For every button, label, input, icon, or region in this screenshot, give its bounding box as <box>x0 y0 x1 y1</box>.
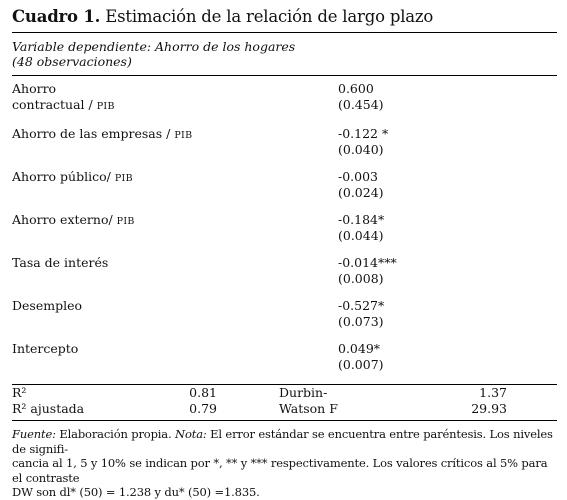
coefficient-cell <box>332 341 557 384</box>
coefficient: -0.184* <box>338 212 385 227</box>
subtitle-rule <box>12 75 557 76</box>
coefficient-cell <box>332 81 557 126</box>
pib-suffix: PIB <box>96 100 115 112</box>
variable-name: Tasa de interés <box>12 255 109 270</box>
coefficient-cell <box>332 169 557 212</box>
coefficient-cell <box>332 255 557 298</box>
standard-error: (0.040) <box>338 141 384 157</box>
standard-error: (0.073) <box>338 313 384 329</box>
standard-error: (0.454) <box>338 96 384 112</box>
dw-value-2: 29.93 <box>471 401 507 416</box>
standard-error: (0.008) <box>338 270 384 286</box>
variable-name-text: Ahorro externo/ <box>12 212 113 227</box>
coefficient: -0.003 <box>338 169 379 184</box>
coefficients-table <box>12 81 557 384</box>
variable-name: Desempleo <box>12 298 83 313</box>
table-container <box>12 6 557 500</box>
table-note <box>12 421 557 500</box>
variable-label <box>12 169 332 212</box>
variable-name-text: Ahorro de las empresas / <box>12 126 171 141</box>
coefficient: -0.014*** <box>338 255 397 270</box>
variable-label <box>12 81 332 126</box>
coefficient: -0.122 * <box>338 126 389 141</box>
variable-name-text: Ahorro público/ <box>12 169 111 184</box>
variable-name <box>12 169 332 187</box>
r2-label: R² <box>12 385 27 400</box>
variable-name-line-2 <box>12 97 332 115</box>
variable-name: Intercepto <box>12 341 79 356</box>
table-number: Cuadro 1. <box>12 7 101 26</box>
note-line-1 <box>12 427 557 456</box>
standard-error: (0.044) <box>338 227 384 243</box>
standard-error: (0.007) <box>338 356 384 372</box>
variable-label <box>12 212 332 255</box>
table-row <box>12 126 557 169</box>
r2-value: 0.81 <box>189 385 217 400</box>
dw-value-1: 1.37 <box>479 385 507 400</box>
variable-label <box>12 341 332 384</box>
table-row <box>12 298 557 341</box>
table-title <box>12 6 557 28</box>
note-line-3: DW son dl* (50) = 1.238 y du* (50) =1.835. <box>12 485 260 499</box>
variable-label <box>12 255 332 298</box>
observations: (48 observaciones) <box>12 54 132 69</box>
variable-label <box>12 298 332 341</box>
stats-row-2 <box>12 401 557 417</box>
subtitle <box>12 33 557 75</box>
dw-label-2: Watson F <box>279 401 338 416</box>
table-row <box>12 341 557 384</box>
note-line-2: cancia al 1, 5 y 10% se indican por *, ** y *** respectivamente. Los valores críticos al 5% para el contraste <box>12 456 548 485</box>
variable-name: Ahorro <box>12 81 57 96</box>
variable-label <box>12 126 332 169</box>
fuente-label: Fuente: <box>12 427 56 441</box>
r2adj-value: 0.79 <box>189 401 217 416</box>
table-title-text: Estimación de la relación de largo plazo <box>105 7 434 26</box>
stats-row-1 <box>12 385 557 401</box>
table-row <box>12 81 557 126</box>
table-row <box>12 169 557 212</box>
table-row <box>12 212 557 255</box>
pib-suffix: PIB <box>174 130 193 141</box>
coefficient: -0.527* <box>338 298 385 313</box>
nota-label: Nota: <box>175 427 207 441</box>
coefficient-cell <box>332 212 557 255</box>
pib-suffix: PIB <box>114 173 133 184</box>
r2adj-label: R² ajustada <box>12 401 85 416</box>
pib-suffix: PIB <box>116 216 135 227</box>
dw-label-1: Durbin- <box>279 385 328 400</box>
coefficient-cell <box>332 126 557 169</box>
fuente-text: Elaboración propia. <box>55 427 176 441</box>
standard-error: (0.024) <box>338 184 384 200</box>
stats-table <box>12 385 557 417</box>
variable-name <box>12 126 332 144</box>
coefficient: 0.049* <box>338 341 381 356</box>
variable-name <box>12 212 332 230</box>
coefficient: 0.600 <box>338 81 374 96</box>
dependent-variable: Variable dependiente: Ahorro de los hogares <box>12 39 296 54</box>
note-line-1-rest: El error estándar se encuentra entre paréntesis. Los niveles de signifi- <box>12 427 553 456</box>
coefficient-cell <box>332 298 557 341</box>
table-row <box>12 255 557 298</box>
variable-name-line-2-text: contractual / <box>12 96 93 112</box>
